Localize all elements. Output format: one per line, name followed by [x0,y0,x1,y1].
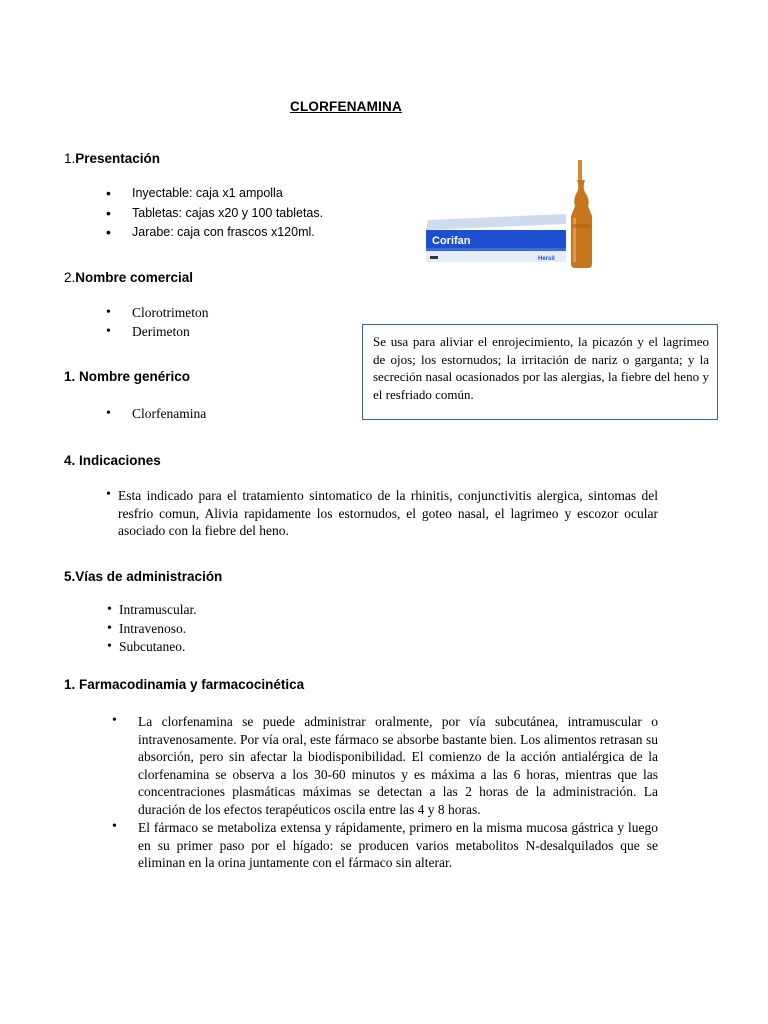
list-item: • Jarabe: caja con frascos x120ml. [100,223,323,243]
heading-text: Presentación [75,151,161,166]
heading-indicaciones: 4. Indicaciones [64,453,161,468]
brand-label: Corifan [432,235,471,247]
maker-label: Hersil [538,256,555,262]
nombre-comercial-list [100,303,209,341]
info-box: Se usa para aliviar el enrojecimiento, la picazón y el lagrimeo de ojos; los estornudos; la irritación de nariz o garganta; y la secreción nasal ocasionados por las alergias, la fiebre del heno y el resfriado común. [362,324,718,420]
heading-farmacodinamia: 1. Farmacodinamia y farmacocinética [64,677,305,692]
heading-presentacion [64,151,160,166]
farmaco-paragraph-2: El fármaco se metaboliza extensa y rápidamente, primero en la misma mucosa gástrica y luego en su primer paso por el hígado: se producen varios metabolitos N-desalquilados que se eliminan en la orina juntamente con el fármaco sin alterar. [138,820,658,870]
list-item: • Intravenoso. [107,620,197,639]
bullet: • [106,487,111,502]
indicaciones-text: Esta indicado para el tratamiento sintomatico de la rhinitis, conjunctivitis alergica, sintomas del resfrio comun, Alivia rapidamente los estornudos, el goteo nasal, el lagrimeo y escozor ocular asociado con la fiebre del heno. [118,488,658,538]
list-item: • Derimeton [100,322,209,341]
list-item: • Clorfenamina [100,404,206,423]
ampoule-image [571,160,592,268]
presentacion-list [100,184,323,243]
product-image [424,158,616,268]
heading-number: 1. [64,151,76,166]
nombre-generico-list [100,404,206,423]
bullet: • [112,713,117,728]
medicine-box-image [426,214,566,262]
list-item [106,713,658,818]
heading-vias: 5.Vías de administración [64,569,223,584]
heading-text: Nombre comercial [75,270,194,285]
heading-number: 2. [64,270,76,285]
bullet: • [112,819,117,834]
page-title: CLORFENAMINA [290,99,402,114]
list-item: • Subcutaneo. [107,638,197,657]
heading-nombre-comercial [64,270,193,285]
farmaco-paragraph-1: La clorfenamina se puede administrar oralmente, por vía subcutánea, intramuscular o intravenosamente. Por vía oral, este fármaco se absorbe bastante bien. Los alimentos retrasan su absorción, pero sin afectar la biodisponibilidad. El comienzo de la acción antialérgica de la clorfenamina se observa a los 30-60 minutos y es máxima a las 6 horas, mientras que las concentraciones plasmáticas máximas se detectan a las 2 horas de la administración. La duración de los efectos terapéuticos oscila entre las 4 y 8 horas. [138,714,658,817]
list-item: • Intramuscular. [107,601,197,620]
list-item: • Inyectable: caja x1 ampolla [100,184,323,204]
vias-list [107,601,197,657]
list-item [106,819,658,872]
indicaciones-item [106,487,658,540]
list-item: • Tabletas: cajas x20 y 100 tabletas. [100,204,323,224]
farmaco-list [106,713,658,872]
heading-nombre-generico: 1. Nombre genérico [64,369,191,384]
list-item: • Clorotrimeton [100,303,209,322]
